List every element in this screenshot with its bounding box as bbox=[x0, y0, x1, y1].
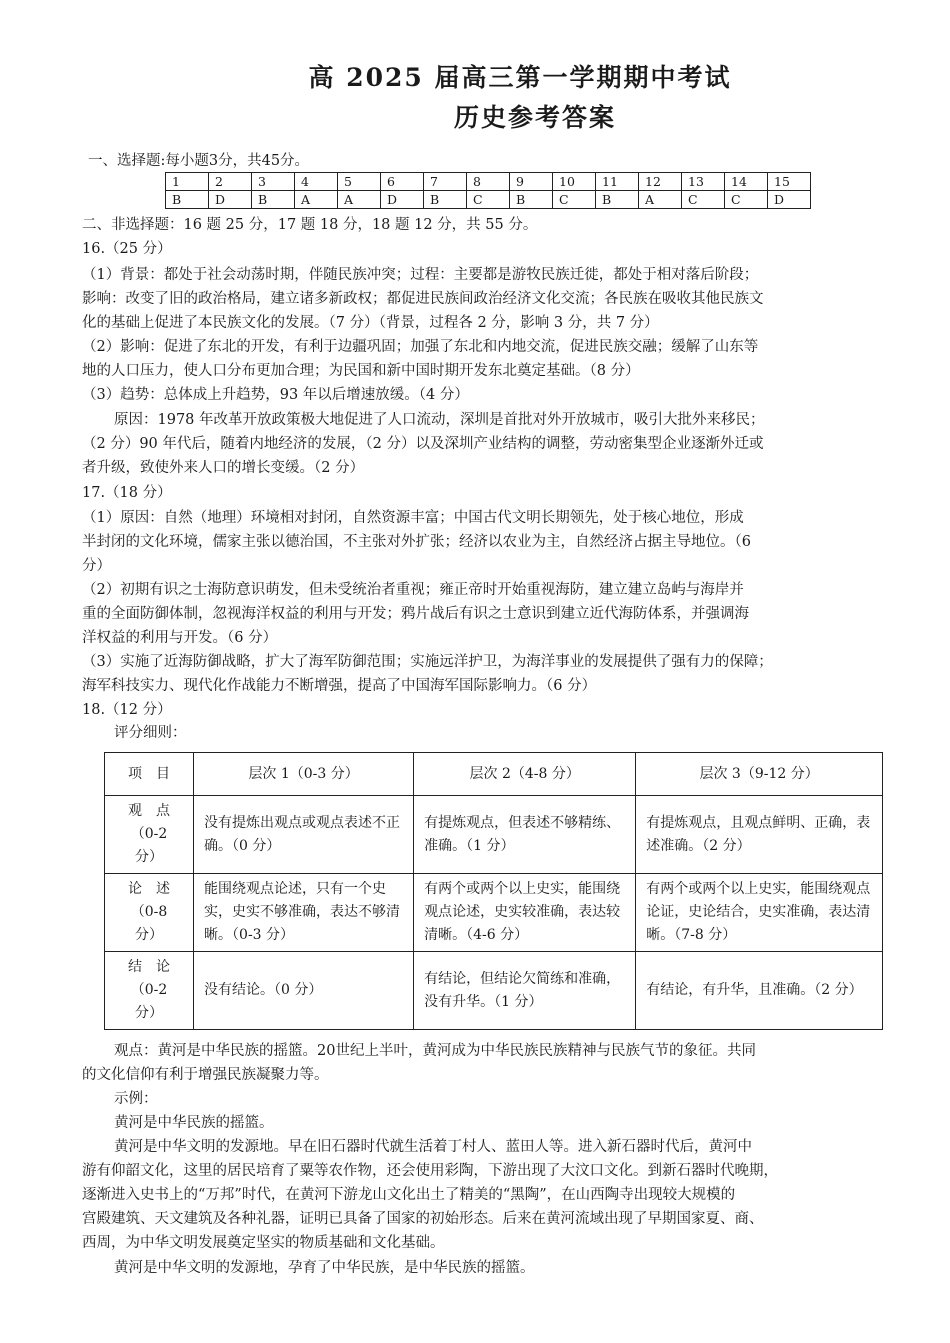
answer-letter: B bbox=[510, 191, 553, 209]
question-number: 10 bbox=[553, 173, 596, 191]
question-number: 8 bbox=[467, 173, 510, 191]
answer-letter: C bbox=[725, 191, 768, 209]
q18-label: 18.（12 分） bbox=[82, 702, 172, 718]
question-number: 6 bbox=[381, 173, 424, 191]
q17-line: 洋权益的利用与开发。（6 分） bbox=[82, 630, 278, 646]
q16-line: （1）背景：都处于社会动荡时期，伴随民族冲突；过程：主要都是游牧民族迁徙，都处于相对落后阶段； bbox=[82, 267, 759, 283]
question-number: 15 bbox=[768, 173, 811, 191]
answer-letter: B bbox=[596, 191, 639, 209]
question-number: 11 bbox=[596, 173, 639, 191]
rubric-cell-level3: 有结论，有升华，且准确。（2 分） bbox=[636, 952, 883, 1030]
q16-line: 原因：1978 年改革开放政策极大地促进了人口流动，深圳是首批对外开放城市，吸引大批外来移民； bbox=[114, 412, 765, 428]
rubric-row-argument bbox=[105, 874, 883, 952]
q17-line: 半封闭的文化环境，儒家主张以德治国，不主张对外扩张；经济以农业为主，自然经济占据主导地位。（6 bbox=[82, 534, 751, 550]
question-number: 1 bbox=[166, 173, 209, 191]
answer-letter: D bbox=[768, 191, 811, 209]
rubric-cell-level2: 有结论，但结论欠简练和准确，没有升华。（1 分） bbox=[414, 952, 636, 1030]
question-number: 3 bbox=[252, 173, 295, 191]
q17-line: （2）初期有识之士海防意识萌发，但未受统治者重视；雍正帝时开始重视海防，建立建立岛屿与海岸并 bbox=[82, 582, 744, 598]
q18-example-line: 西周，为中华文明发展奠定坚实的物质基础和文化基础。 bbox=[82, 1235, 445, 1251]
q17-line: （1）原因：自然（地理）环境相对封闭，自然资源丰富；中国古代文明长期领先，处于核心地位，形成 bbox=[82, 510, 744, 526]
rubric-cell-level1: 没有结论。（0 分） bbox=[194, 952, 414, 1030]
section2-heading: 二、非选择题：16 题 25 分，17 题 18 分，18 题 12 分，共 55 分。 bbox=[82, 217, 538, 233]
q17-line: （3）实施了近海防御战略，扩大了海军防御范围；实施远洋护卫，为海洋事业的发展提供了强有力的保障； bbox=[82, 654, 773, 670]
q17-line: 海军科技实力、现代化作战能力不断增强，提高了中国海军国际影响力。（6 分） bbox=[82, 678, 597, 694]
question-number: 7 bbox=[424, 173, 467, 191]
q17-line: 重的全面防御体制，忽视海洋权益的利用与开发；鸦片战后有识之士意识到建立近代海防体系，并强调海 bbox=[82, 606, 749, 622]
answer-letter: B bbox=[424, 191, 467, 209]
page-title: 高 2025 届高三第一学期期中考试 bbox=[308, 63, 732, 92]
rubric-header-level1: 层次 1（0-3 分） bbox=[194, 753, 414, 796]
q16-label: 16.（25 分） bbox=[82, 241, 172, 257]
rubric-cell-level2: 有提炼观点，但表述不够精练、准确。（1 分） bbox=[414, 796, 636, 874]
answer-letter: C bbox=[467, 191, 510, 209]
rubric-header-item: 项 目 bbox=[105, 753, 194, 796]
rubric-row-conclusion bbox=[105, 952, 883, 1030]
q16-line: （3）趋势：总体成上升趋势，93 年以后增速放缓。（4 分） bbox=[82, 387, 469, 403]
q16-line: 者升级，致使外来人口的增长变缓。（2 分） bbox=[82, 460, 365, 476]
rubric-header-level2: 层次 2（4-8 分） bbox=[414, 753, 636, 796]
rubric-cell-level3: 有提炼观点，且观点鲜明、正确，表述准确。（2 分） bbox=[636, 796, 883, 874]
q18-example-line: 游有仰韶文化，这里的居民培育了粟等农作物，还会使用彩陶，下游出现了大汶口文化。到新石器时代晚期， bbox=[82, 1163, 778, 1179]
question-number: 2 bbox=[209, 173, 252, 191]
question-number: 12 bbox=[639, 173, 682, 191]
scoring-rubric-table bbox=[104, 752, 883, 1030]
rubric-cell-level1: 能围绕观点论述，只有一个史实，史实不够准确，表达不够清晰。（0-3 分） bbox=[194, 874, 414, 952]
q18-example-line: 黄河是中华文明的发源地。早在旧石器时代就生活着丁村人、蓝田人等。进入新石器时代后，黄河中 bbox=[114, 1139, 752, 1155]
q16-line: （2）影响：促进了东北的开发，有利于边疆巩固；加强了东北和内地交流，促进民族交融；缓解了山东等 bbox=[82, 339, 759, 355]
page-subtitle: 历史参考答案 bbox=[453, 103, 616, 132]
answer-letter: C bbox=[682, 191, 725, 209]
question-number: 5 bbox=[338, 173, 381, 191]
answer-letter: B bbox=[252, 191, 295, 209]
q16-line: （2 分）90 年代后，随着内地经济的发展，（2 分）以及深圳产业结构的调整，劳动密集型企业逐渐外迁或 bbox=[82, 436, 764, 452]
answer-letter: B bbox=[166, 191, 209, 209]
section1-heading: 一、选择题:每小题3分，共45分。 bbox=[88, 153, 310, 169]
rubric-title: 评分细则： bbox=[114, 725, 187, 741]
answer-letter-row bbox=[166, 191, 811, 209]
rubric-header-level3: 层次 3（9-12 分） bbox=[636, 753, 883, 796]
answer-letter: A bbox=[338, 191, 381, 209]
rubric-item: 结 论 （0-2 分） bbox=[105, 952, 194, 1030]
q16-line: 地的人口压力，使人口分布更加合理；为民国和新中国时期开发东北奠定基础。（8 分） bbox=[82, 363, 640, 379]
q16-line: 影响：改变了旧的政治格局，建立诸多新政权；都促进民族间政治经济文化交流；各民族在吸收其他民族文 bbox=[82, 291, 764, 307]
rubric-cell-level1: 没有提炼出观点或观点表述不正确。（0 分） bbox=[194, 796, 414, 874]
answer-number-row bbox=[166, 173, 811, 191]
q18-example-line: 逐渐进入史书上的“万邦”时代，在黄河下游龙山文化出土了精美的“黑陶”，在山西陶寺出现较大规模的 bbox=[82, 1187, 736, 1203]
answer-letter: C bbox=[553, 191, 596, 209]
answer-letter: A bbox=[639, 191, 682, 209]
choice-answer-table bbox=[165, 172, 811, 209]
rubric-item: 观 点 （0-2 分） bbox=[105, 796, 194, 874]
q18-example-line: 宫殿建筑、天文建筑及各种礼器，证明已具备了国家的初始形态。后来在黄河流域出现了早期国家夏、商、 bbox=[82, 1211, 764, 1227]
q18-example-line: 黄河是中华文明的发源地，孕育了中华民族，是中华民族的摇篮。 bbox=[114, 1260, 535, 1276]
q18-example-line: 黄河是中华民族的摇篮。 bbox=[114, 1115, 274, 1131]
question-number: 13 bbox=[682, 173, 725, 191]
rubric-row-viewpoint bbox=[105, 796, 883, 874]
question-number: 4 bbox=[295, 173, 338, 191]
answer-letter: D bbox=[381, 191, 424, 209]
q18-view-line: 的文化信仰有利于增强民族凝聚力等。 bbox=[82, 1067, 329, 1083]
q18-view-line: 观点：黄河是中华民族的摇篮。20世纪上半叶，黄河成为中华民族民族精神与民族气节的象征。共同 bbox=[114, 1043, 756, 1059]
question-number: 9 bbox=[510, 173, 553, 191]
rubric-cell-level3: 有两个或两个以上史实，能围绕观点论证，史论结合，史实准确，表达清晰。（7-8 分） bbox=[636, 874, 883, 952]
q17-line: 分） bbox=[82, 558, 111, 574]
answer-letter: A bbox=[295, 191, 338, 209]
q16-line: 化的基础上促进了本民族文化的发展。（7 分）（背景，过程各 2 分，影响 3 分，共 7 分） bbox=[82, 315, 659, 331]
rubric-cell-level2: 有两个或两个以上史实，能围绕观点论述，史实较准确，表达较清晰。（4-6 分） bbox=[414, 874, 636, 952]
rubric-item: 论 述 （0-8 分） bbox=[105, 874, 194, 952]
q18-example-label: 示例： bbox=[114, 1091, 158, 1107]
answer-letter: D bbox=[209, 191, 252, 209]
rubric-header-row bbox=[105, 753, 883, 796]
question-number: 14 bbox=[725, 173, 768, 191]
q17-label: 17.（18 分） bbox=[82, 485, 172, 501]
